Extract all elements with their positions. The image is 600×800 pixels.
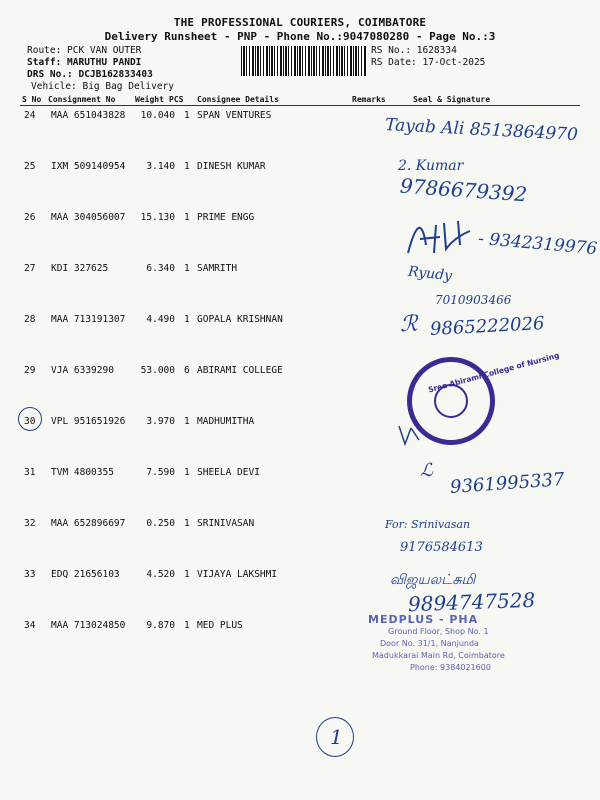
table-row — [0, 416, 600, 467]
row-consignment: KDI 327625 — [51, 263, 109, 274]
row-consignee: GOPALA KRISHNAN — [197, 314, 283, 325]
circle-mark — [18, 407, 42, 431]
shop-stamp-line: Ground Floor, Shop No. 1 — [388, 627, 489, 636]
row-consignment: MAA 713024850 — [51, 620, 126, 631]
shop-stamp-line: Door No. 31/1, Nanjunda — [380, 639, 479, 648]
runsheet-title: Delivery Runsheet - PNP - Phone No.:9047080280 - Page No.:3 — [104, 30, 496, 43]
phone-row-27: 7010903466 — [435, 293, 512, 307]
medplus-shop-stamp — [368, 614, 505, 674]
row-pcs: 6 — [184, 365, 190, 376]
row-pcs: 1 — [184, 416, 190, 427]
row-consignment: VJA 6339290 — [51, 365, 114, 376]
phone-row-33: 9894747528 — [407, 587, 536, 617]
phone-row-32: 9176584613 — [400, 540, 483, 555]
row-pcs: 1 — [184, 518, 190, 529]
row-sno: 29 — [24, 365, 36, 376]
row-weight: 4.490 — [146, 314, 175, 325]
row-consignee: SAMRITH — [197, 263, 238, 274]
phone-row-25: 9786679392 — [399, 173, 528, 207]
shop-stamp-phone: Phone: 9384021600 — [410, 663, 491, 672]
staff-label: Staff: MARUTHU PANDI — [27, 57, 142, 68]
row-sno: 25 — [24, 161, 36, 172]
row-consignee: SHEELA DEVI — [197, 467, 260, 478]
route-label: Route: PCK VAN OUTER — [27, 45, 142, 56]
col-sno: S No — [22, 95, 42, 104]
row-pcs: 1 — [184, 620, 190, 631]
row-pcs: 1 — [184, 314, 190, 325]
row-pcs: 1 — [184, 467, 190, 478]
signature-row-27: Ryudy — [407, 263, 453, 285]
row-consignee: PRIME ENGG — [197, 212, 255, 223]
signature-scribble-row-30 — [395, 420, 425, 450]
col-seal: Seal & Signature — [413, 95, 491, 104]
row-sno: 27 — [24, 263, 36, 274]
row-weight: 4.520 — [146, 569, 175, 580]
row-consignee: VIJAYA LAKSHMI — [197, 569, 278, 580]
row-sno: 32 — [24, 518, 36, 529]
rs-date: RS Date: 17-Oct-2025 — [371, 57, 486, 68]
col-pcs: PCS — [169, 95, 184, 104]
signature-mark-row-31: ℒ — [420, 460, 433, 481]
row-weight: 0.250 — [146, 518, 175, 529]
row-consignee: ABIRAMI COLLEGE — [197, 365, 283, 376]
signature-mark-row-28: ℛ — [399, 311, 419, 338]
table-row — [0, 518, 600, 569]
row-sno: 31 — [24, 467, 36, 478]
row-weight: 3.970 — [146, 416, 175, 427]
row-consignee: SRINIVASAN — [197, 518, 255, 529]
company-title: THE PROFESSIONAL COURIERS, COIMBATORE — [173, 16, 427, 29]
row-weight: 15.130 — [140, 212, 175, 223]
row-pcs: 1 — [184, 569, 190, 580]
col-consignee: Consignee Details — [197, 95, 279, 104]
signature-scribble-row-26 — [400, 215, 480, 260]
row-consignment: EDQ 21656103 — [51, 569, 120, 580]
signature-row-32: For: Srinivasan — [385, 518, 471, 531]
row-weight: 10.040 — [140, 110, 175, 121]
phone-row-26: - 9342319976 — [477, 228, 598, 260]
col-consignment: Consignment No — [48, 95, 116, 104]
row-weight: 9.870 — [146, 620, 175, 631]
row-consignment: MAA 304056007 — [51, 212, 126, 223]
shop-stamp-name: MEDPLUS - PHA — [368, 613, 479, 626]
row-consignment: TVM 4800355 — [51, 467, 114, 478]
row-consignment: MAA 651043828 — [51, 110, 126, 121]
row-sno: 33 — [24, 569, 36, 580]
header-divider — [20, 105, 580, 106]
row-consignment: MAA 652896697 — [51, 518, 126, 529]
row-consignee: SPAN VENTURES — [197, 110, 272, 121]
row-consignment: VPL 951651926 — [51, 416, 126, 427]
signature-row-33: விஜயலட்சுமி — [390, 572, 476, 588]
vehicle-label: Vehicle: Big Bag Delivery — [31, 81, 174, 92]
signature-row-24: Tayab Ali 8513864970 — [384, 114, 579, 146]
page-mark: 1 — [330, 725, 343, 749]
row-sno: 30 — [24, 416, 36, 427]
rs-number: RS No.: 1628334 — [371, 45, 457, 56]
college-seal-text: Sree Abirami College of Nursing — [427, 350, 561, 395]
phone-row-28: 9865222026 — [429, 313, 546, 340]
row-sno: 26 — [24, 212, 36, 223]
row-sno: 28 — [24, 314, 36, 325]
row-pcs: 1 — [184, 161, 190, 172]
college-seal-center — [434, 384, 468, 418]
phone-row-31: 9361995337 — [449, 469, 566, 498]
row-consignee: MED PLUS — [197, 620, 243, 631]
barcode — [241, 46, 367, 76]
row-sno: 34 — [24, 620, 36, 631]
col-weight: Weight — [135, 95, 164, 104]
row-consignment: IXM 509140954 — [51, 161, 126, 172]
table-row — [0, 620, 600, 671]
row-consignment: MAA 713191307 — [51, 314, 126, 325]
col-remarks: Remarks — [352, 95, 386, 104]
signature-row-25: 2. Kumar — [398, 158, 464, 174]
row-consignee: DINESH KUMAR — [197, 161, 266, 172]
drs-label: DRS No.: DCJB162833403 — [27, 69, 153, 80]
row-weight: 7.590 — [146, 467, 175, 478]
row-weight: 3.140 — [146, 161, 175, 172]
row-pcs: 1 — [184, 212, 190, 223]
row-sno: 24 — [24, 110, 36, 121]
row-pcs: 1 — [184, 263, 190, 274]
row-weight: 53.000 — [140, 365, 175, 376]
row-consignee: MADHUMITHA — [197, 416, 255, 427]
shop-stamp-line: Madukkarai Main Rd, Coimbatore — [372, 651, 505, 660]
row-weight: 6.340 — [146, 263, 175, 274]
row-pcs: 1 — [184, 110, 190, 121]
